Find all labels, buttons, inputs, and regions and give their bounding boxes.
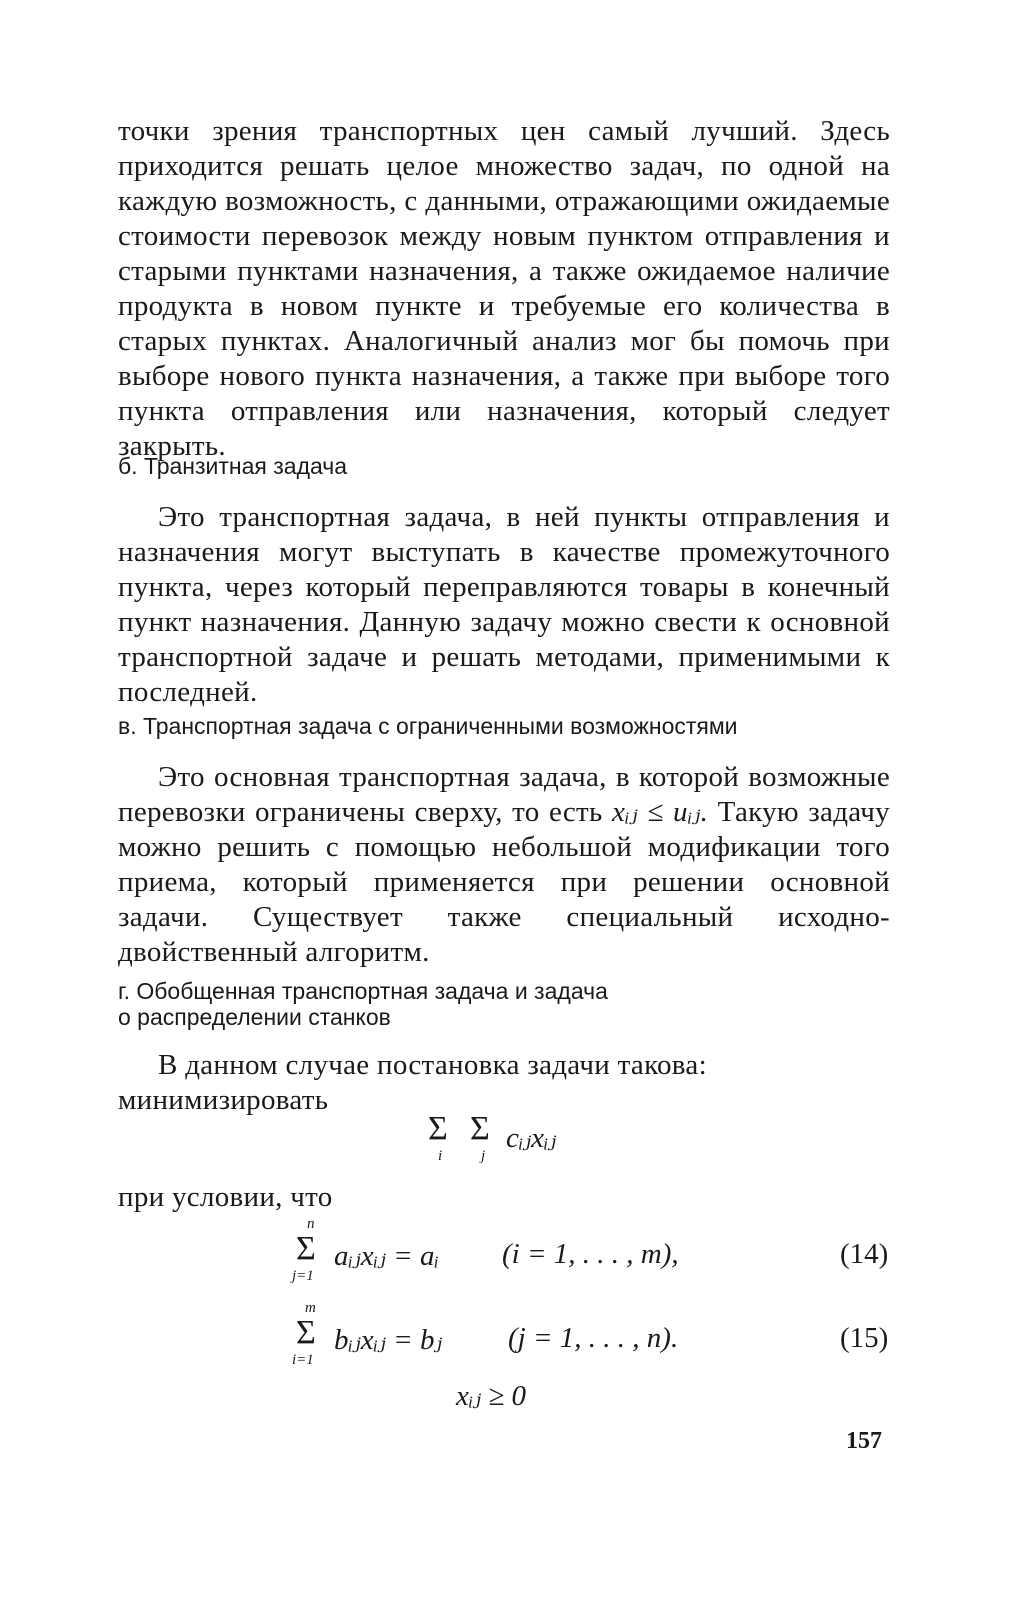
section-v-text-before: Это основная транспортная задача, в которой возможные перевозки ограничены сверху, то есть [118,761,890,828]
eq15-number: (15) [840,1322,889,1354]
objective-sum1-symbol: Σ [428,1110,448,1147]
section-v-heading: в. Транспортная задача с ограниченными возможностями [118,713,738,739]
section-g-intro-line1: В данном случае постановка задачи такова: [158,1049,707,1081]
section-b-text: Это транспортная задача, в ней пункты отправления и назначения могут выступать в качестве промежуточного пункта, через который переправляются товары в конечный пункт назначения. Данную задачу можно свести к основной транспортной задаче и решать методами, применимыми к последней. [118,501,890,708]
eq14-number: (14) [840,1238,889,1270]
section-g-heading [118,978,890,1030]
eq14-sum-symbol: Σ [296,1230,316,1267]
nonnegativity-constraint: xᵢⱼ ≥ 0 [456,1380,527,1412]
inline-formula: xᵢⱼ ≤ uᵢⱼ. [611,796,709,828]
section-g-heading-line2: о распределении станков [118,1004,391,1030]
eq15-range: (j = 1, . . . , n). [508,1322,679,1354]
section-g-intro-line2: минимизировать [118,1084,329,1116]
condition-label: при условии, что [118,1181,333,1213]
section-v-text [118,760,890,970]
objective-sum2-symbol: Σ [470,1110,490,1147]
eq15-upper-limit: m [305,1300,316,1316]
intro-paragraph: точки зрения транспортных цен самый лучший. Здесь приходится решать целое множество задач, по одной на каждую возможность, с данными, отражающими ожидаемые стоимости перевозок между новым пунктом отправления и старыми пунктами назначения, а также ожидаемое наличие продукта в новом пункте и требуемые его количества в старых пунктах. Аналогичный анализ мог бы помочь при выборе нового пункта назначения, а также при выборе того пункта отправления или назначения, который следует закрыть. [118,115,890,462]
section-g-intro [118,1048,890,1118]
section-b-heading: б. Транзитная задача [118,453,348,479]
eq14-upper-limit: n [307,1216,315,1232]
eq15-lower-limit: i=1 [292,1352,314,1368]
section-g-heading-line1: г. Обобщенная транспортная задача и задача [118,978,608,1004]
eq14-body: aᵢⱼxᵢⱼ = aᵢ [334,1240,440,1272]
objective-term: cᵢⱼxᵢⱼ [506,1122,557,1154]
eq14-lower-limit: j=1 [292,1268,314,1284]
objective-sum2-index: j [481,1148,486,1164]
eq14-range: (i = 1, . . . , m), [502,1238,679,1270]
objective-sum1-index: i [438,1148,443,1164]
page-number: 157 [846,1428,882,1454]
eq15-body: bᵢⱼxᵢⱼ = bⱼ [334,1324,443,1356]
section-v-text-after: Такую задачу можно решить с помощью небольшой модификации того приема, который применяется при решении основной задачи. Существует также специальный исходно-двойственный алгоритм. [118,796,890,968]
eq15-sum-symbol: Σ [296,1314,316,1351]
